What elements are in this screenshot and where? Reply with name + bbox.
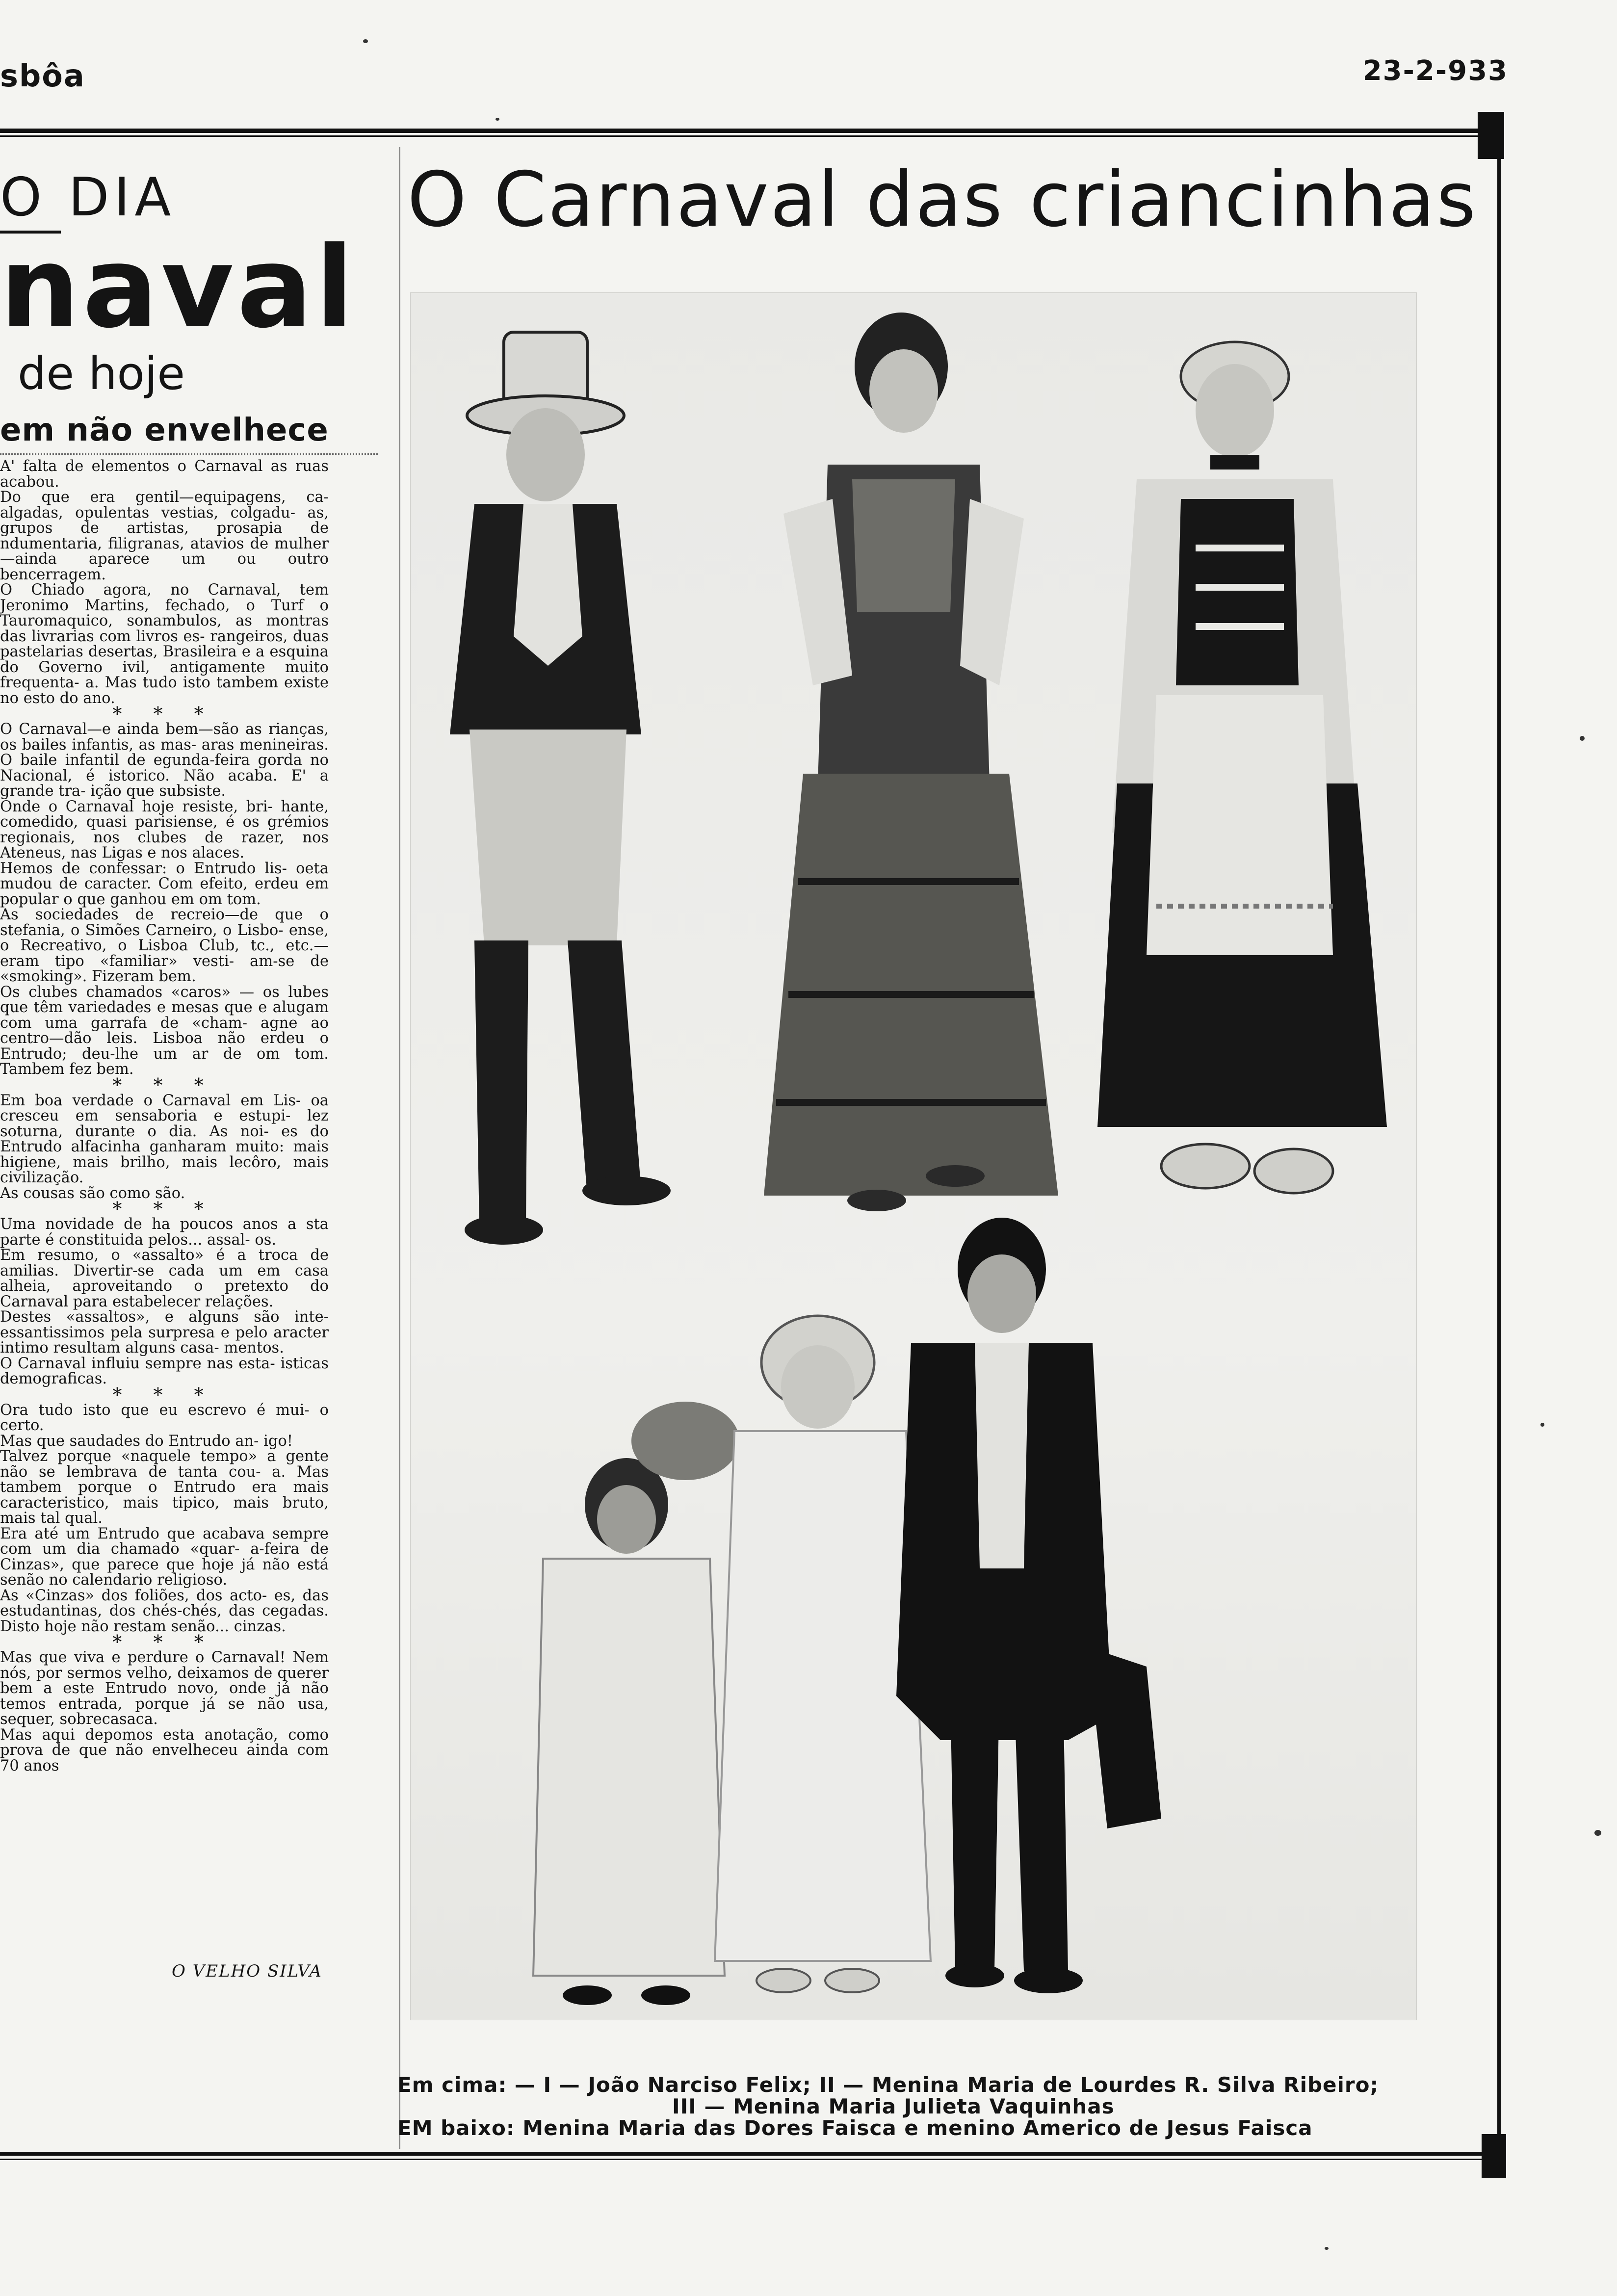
boy-top-hat-figure bbox=[450, 332, 671, 1245]
photograph-icon bbox=[411, 293, 1416, 2020]
right-border-rule bbox=[1497, 129, 1501, 2160]
deck-rule bbox=[0, 452, 378, 455]
article-paragraph: As cousas são como são. bbox=[0, 1184, 185, 1202]
girl-apron-dress-figure bbox=[1097, 342, 1387, 1193]
scan-speck bbox=[1594, 1830, 1601, 1836]
article-paragraph: Em resumo, o «assalto» é a troca de amilias. Divertir-se cada um em casa alheia, aproveitando o pretexto do Carnaval para estabelecer relações. bbox=[0, 1247, 329, 1310]
article-paragraph: O Chiado agora, no Carnaval, tem Jeronimo Martins, fechado, o Turf o Tauromaquico, sonambulos, as montras das livrarias com livros es- rangeiros, duas pastelarias desertas, Brasileira e a esquina do Governo ivil, antigamente muito frequenta- a. Mas tudo isto tambem existe no esto do ano. bbox=[0, 581, 329, 707]
scan-speck bbox=[1325, 2247, 1329, 2250]
section-stars: * * * bbox=[112, 703, 216, 725]
article-subhead: de hoje bbox=[18, 347, 185, 400]
section-stars: * * * bbox=[112, 1631, 216, 1653]
bottom-rule bbox=[0, 2152, 1506, 2156]
newspaper-city-fragment: sbôa bbox=[0, 58, 85, 94]
article-kicker: O DIA bbox=[0, 167, 176, 228]
article-paragraph: Mas que viva e perdure o Carnaval! Nem nós, por sermos velho, deixamos de querer bem a este Entrudo novo, onde já não temos entrada, porque já se não usa, sequer, sobrecasaca. bbox=[0, 1649, 329, 1728]
article-paragraph: Em boa verdade o Carnaval em Lis- oa cresceu em sensaboria e estupi- lez soturna, durante o dia. As noi- es do Entrudo alfacinha ganharam muito: mais higiene, mais brilho, mais lecôro, mais civilização. bbox=[0, 1092, 329, 1186]
article-paragraph: Era até um Entrudo que acabava sempre com um dia chamado «quar- a-feira de Cinzas», que parece que hoje já não está senão no calendario religioso. bbox=[0, 1525, 329, 1589]
issue-date: 23-2-933 bbox=[1362, 55, 1508, 87]
article-paragraph: Hemos de confessar: o Entrudo lis- oeta mudou de caracter. Com efeito, erdeu em popular o que ganhou em om tom. bbox=[0, 860, 329, 908]
article-paragraph: As sociedades de recreio—de que o stefania, o Simões Carneiro, o Lisbo- ense, o Recreativo, o Lisboa Club, tc., etc.—eram tipo «familiar» vesti- am-se de «smoking». Fizeram bem. bbox=[0, 906, 329, 985]
feature-title: O Carnaval das criancinhas bbox=[407, 156, 1478, 244]
top-rule-thin bbox=[0, 135, 1501, 137]
article-body bbox=[0, 459, 329, 1774]
caption-line-top: Em cima: — I — João Narciso Felix; II — Menina Maria de Lourdes R. Silva Ribeiro; bbox=[397, 2073, 1379, 2097]
scan-speck bbox=[363, 39, 368, 43]
girl-striped-dress-figure bbox=[764, 313, 1058, 1211]
section-stars: * * * bbox=[112, 1074, 216, 1096]
left-article bbox=[0, 147, 392, 2144]
children-costume-photo bbox=[410, 292, 1417, 2020]
article-paragraph: Ora tudo isto que eu escrevo é mui- o certo. bbox=[0, 1401, 329, 1434]
article-paragraph: Destes «assaltos», e alguns são inte- essantissimos pela surpresa e pelo aracter intimo resultam alguns casa- mentos. bbox=[0, 1308, 329, 1357]
caption-line-bottom: EM baixo: Menina Maria das Dores Faisca e menino Americo de Jesus Faisca bbox=[397, 2116, 1313, 2140]
corner-block-top bbox=[1478, 112, 1504, 159]
boy-tailcoat-figure bbox=[896, 1218, 1161, 1993]
scan-speck bbox=[1580, 736, 1585, 741]
article-paragraph: Talvez porque «naquele tempo» a gente não se lembrava de tanta cou- a. Mas tambem porque o Entrudo era mais caracteristico, mais tipico, mais bruto, mais tal qual. bbox=[0, 1448, 329, 1527]
article-paragraph: O Carnaval—e ainda bem—são as rianças, os bailes infantis, as mas- aras menineiras. O baile infantil de egunda-feira gorda no Nacional, é istorico. Não acaba. E' a grande tra- ição que subsiste. bbox=[0, 721, 329, 800]
section-stars: * * * bbox=[112, 1198, 216, 1220]
article-paragraph: Uma novidade de ha poucos anos a sta parte é constituida pelos... assal- os. bbox=[0, 1216, 329, 1249]
top-rule bbox=[0, 129, 1501, 133]
article-paragraph: Mas aqui depomos esta anotação, como prova de que não envelheceu ainda com 70 anos bbox=[0, 1726, 329, 1774]
article-paragraph: A' falta de elementos o Carnaval as ruas acabou. bbox=[0, 458, 329, 491]
article-signature: O VELHO SILVA bbox=[172, 1961, 323, 1981]
article-paragraph: Os clubes chamados «caros» — os lubes que têm variedades e mesas que e alugam com uma garrafa de «cham- agne ao centro—dão leis. Lisboa não erdeu o Entrudo; deu-lhe um ar de om tom. Tambem fez bem. bbox=[0, 983, 329, 1078]
scan-speck bbox=[496, 118, 499, 121]
caption-line-top-continued: III — Menina Maria Julieta Vaquinhas bbox=[672, 2094, 1115, 2118]
bottom-rule-thin bbox=[0, 2159, 1506, 2160]
scan-speck bbox=[1540, 1423, 1544, 1427]
article-deck: em não envelhece bbox=[0, 412, 329, 448]
article-paragraph: Mas que saudades do Entrudo an- igo! bbox=[0, 1432, 293, 1450]
small-child-white-costume-figure bbox=[533, 1402, 739, 2005]
column-divider bbox=[399, 147, 400, 2149]
section-stars: * * * bbox=[112, 1383, 216, 1406]
article-paragraph: Do que era gentil—equipagens, ca- algadas, opulentas vestias, colgadu- as, grupos de artistas, prosapia de ndumentaria, filigranas, atavios de mulher—ainda aparece um ou outro bencerragem. bbox=[0, 489, 329, 583]
article-paragraph: As «Cinzas» dos foliões, dos acto- es, das estudantinas, dos chés-chés, das cegadas. Disto hoje não restam senão... cinzas. bbox=[0, 1587, 329, 1635]
article-headline: naval bbox=[0, 222, 357, 353]
article-paragraph: Onde o Carnaval hoje resiste, bri- hante, comedido, quasi parisiense, é os grémios regionais, nos clubes de razer, nos Ateneus, nas Ligas e nos alaces. bbox=[0, 798, 329, 861]
article-paragraph: O Carnaval influiu sempre nas esta- isticas demograficas. bbox=[0, 1355, 329, 1387]
photo-caption bbox=[397, 2074, 1482, 2139]
corner-block-bottom bbox=[1482, 2134, 1506, 2178]
